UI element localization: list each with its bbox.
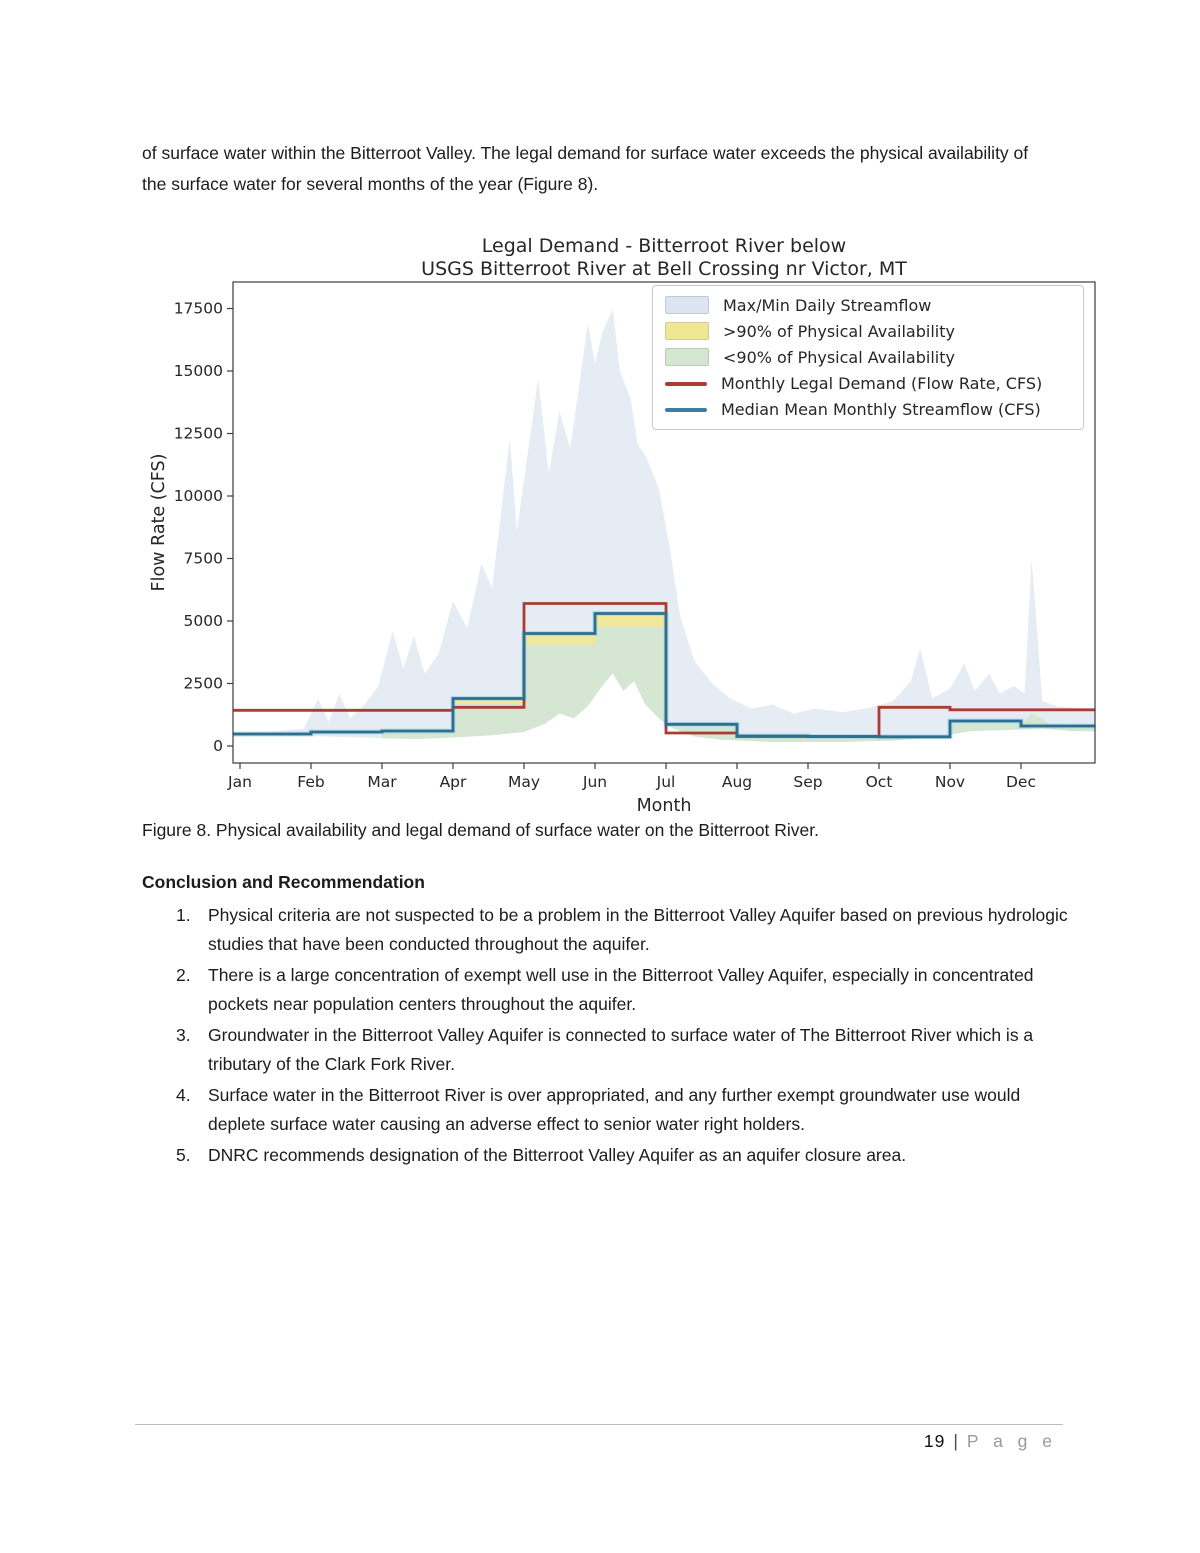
legend-line-swatch bbox=[665, 382, 707, 386]
x-tick-label: May bbox=[507, 773, 541, 791]
legend-line-swatch bbox=[665, 408, 707, 412]
legend-label: Median Mean Monthly Streamflow (CFS) bbox=[721, 400, 1041, 420]
x-tick-label: Dec bbox=[1006, 773, 1036, 791]
x-tick-label: Oct bbox=[865, 773, 893, 791]
y-tick-label: 10000 bbox=[173, 487, 223, 505]
x-tick-label: Jun bbox=[582, 773, 608, 791]
figure-8-chart bbox=[142, 228, 1102, 818]
y-tick-label: 12500 bbox=[173, 424, 223, 443]
legend-label: Max/Min Daily Streamflow bbox=[723, 295, 932, 315]
legend-item bbox=[665, 318, 1073, 344]
legend-item bbox=[665, 344, 1073, 370]
x-tick-label: Apr bbox=[439, 773, 467, 791]
legend-label: >90% of Physical Availability bbox=[723, 321, 955, 341]
legend-label: <90% of Physical Availability bbox=[723, 347, 955, 367]
x-axis-label: Month bbox=[636, 796, 692, 816]
y-tick-label: 7500 bbox=[183, 549, 223, 568]
legend-patch-swatch bbox=[665, 322, 709, 340]
y-tick-label: 17500 bbox=[173, 299, 223, 318]
x-tick-label: Sep bbox=[793, 773, 823, 791]
x-tick-label: Jan bbox=[228, 773, 252, 791]
footer-separator: | bbox=[953, 1431, 959, 1451]
y-tick-label: 0 bbox=[213, 737, 223, 755]
y-tick-label: 2500 bbox=[183, 674, 223, 693]
page-number: 19 bbox=[923, 1431, 946, 1451]
conclusion-item: DNRC recommends designation of the Bitterroot Valley Aquifer as an aquifer closure area. bbox=[208, 1145, 907, 1165]
y-tick-label: 15000 bbox=[173, 362, 223, 380]
legend-patch-swatch bbox=[665, 296, 709, 314]
legend-label: Monthly Legal Demand (Flow Rate, CFS) bbox=[721, 374, 1043, 394]
chart-title-line1: Legal Demand - Bitterroot River below bbox=[481, 235, 847, 257]
conclusion-item: Physical criteria are not suspected to be a problem in the Bitterroot Valley Aquifer based on previous hydrologic studies that have been conducted throughout the aquifer. bbox=[208, 905, 1068, 954]
footer-page-word: P a g e bbox=[966, 1431, 1057, 1451]
y-axis-label: Flow Rate (CFS) bbox=[149, 453, 169, 592]
legend-item bbox=[665, 292, 1073, 318]
legend-item bbox=[665, 397, 1073, 423]
footer-divider bbox=[135, 1424, 1063, 1425]
legend-item bbox=[665, 371, 1073, 397]
x-tick-label: Jul bbox=[656, 773, 676, 791]
conclusion-item: Groundwater in the Bitterroot Valley Aquifer is connected to surface water of The Bitterroot River which is a tributary of the Clark Fork River. bbox=[208, 1025, 1034, 1074]
x-tick-label: Nov bbox=[934, 773, 966, 791]
conclusion-item: Surface water in the Bitterroot River is over appropriated, and any further exempt groundwater use would deplete surface water causing an adverse effect to senior water right holders. bbox=[208, 1085, 1021, 1134]
chart-title-line2: USGS Bitterroot River at Bell Crossing nr Victor, MT bbox=[421, 258, 907, 280]
legend-patch-swatch bbox=[665, 348, 709, 366]
chart-legend bbox=[652, 285, 1084, 430]
page-footer bbox=[924, 1431, 1057, 1452]
figure-caption: Figure 8. Physical availability and legal demand of surface water on the Bitterroot River. bbox=[142, 820, 820, 840]
x-tick-label: Mar bbox=[367, 773, 397, 791]
x-tick-label: Feb bbox=[297, 773, 325, 791]
conclusion-heading: Conclusion and Recommendation bbox=[142, 872, 425, 892]
y-tick-label: 5000 bbox=[183, 612, 223, 630]
conclusion-list bbox=[142, 901, 1070, 1172]
x-tick-label: Aug bbox=[721, 773, 753, 791]
intro-paragraph: of surface water within the Bitterroot Valley. The legal demand for surface water exceeds the physical availability of the surface water for several months of the year (Figure 8). bbox=[142, 143, 1029, 194]
conclusion-item: There is a large concentration of exempt well use in the Bitterroot Valley Aquifer, especially in concentrated pockets near population centers throughout the aquifer. bbox=[208, 965, 1034, 1014]
